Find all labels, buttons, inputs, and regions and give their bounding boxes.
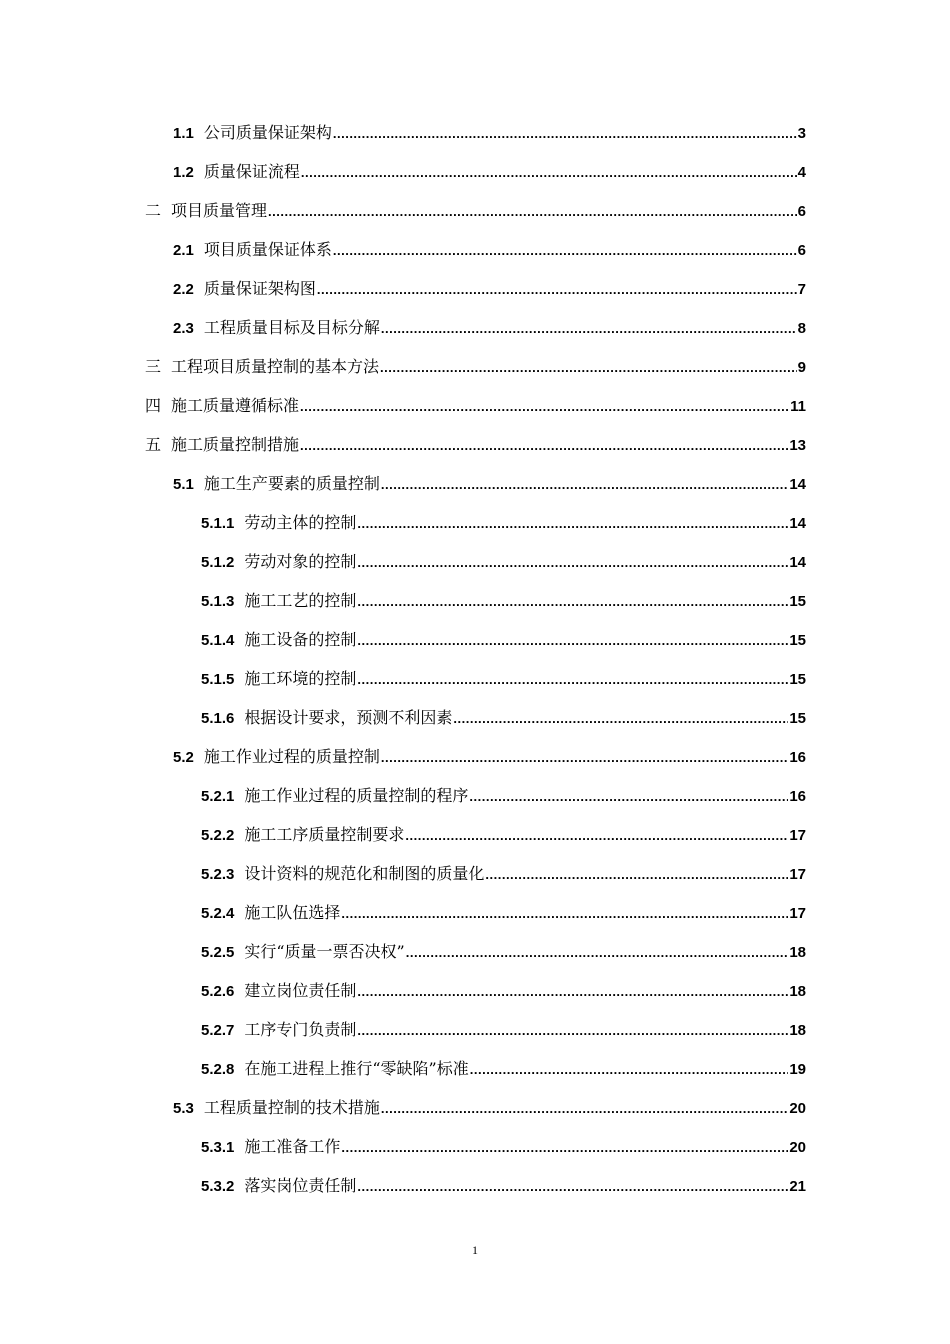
toc-entry-number: 1.1 <box>173 125 194 142</box>
toc-entry-title: 劳动主体的控制 <box>244 513 357 532</box>
toc-entry-number: 5.1.5 <box>201 671 235 688</box>
toc-entry[interactable] <box>201 1017 806 1043</box>
toc-leader-dots <box>469 784 788 810</box>
toc-leader-dots <box>301 160 797 186</box>
toc-entry-number: 5.1 <box>173 476 194 493</box>
toc-entry[interactable] <box>201 666 806 692</box>
toc-leader-dots <box>357 1018 788 1044</box>
toc-entry-number: 三 <box>145 357 162 376</box>
toc-entry-page: 16 <box>789 749 806 766</box>
toc-entry[interactable] <box>201 861 806 887</box>
toc-entry[interactable] <box>201 705 806 731</box>
toc-entry[interactable] <box>173 237 806 263</box>
toc-entry-number: 5.1.4 <box>201 632 235 649</box>
toc-entry-number: 5.2.7 <box>201 1022 235 1039</box>
toc-entry-page: 15 <box>789 671 806 688</box>
toc-entry[interactable] <box>201 1134 806 1160</box>
toc-entry-page: 20 <box>789 1139 806 1156</box>
toc-entry-number: 5.2.4 <box>201 905 235 922</box>
toc-entry-title: 设计资料的规范化和制图的质量化 <box>244 864 485 883</box>
toc-entry[interactable] <box>173 471 806 497</box>
toc-leader-dots <box>357 511 788 537</box>
toc-entry-number: 2.3 <box>173 320 194 337</box>
toc-entry-page: 11 <box>790 398 806 415</box>
toc-entry-number: 5.2 <box>173 749 194 766</box>
toc-entry-title: 施工工艺的控制 <box>244 591 357 610</box>
toc-entry[interactable] <box>201 978 806 1004</box>
toc-entry-page: 16 <box>789 788 806 805</box>
toc-entry-title: 施工环境的控制 <box>244 669 357 688</box>
toc-entry-title: 项目质量保证体系 <box>203 240 332 259</box>
toc-entry-page: 17 <box>789 905 806 922</box>
toc-entry-page: 18 <box>789 944 806 961</box>
toc-leader-dots <box>485 862 788 888</box>
toc-leader-dots <box>268 199 797 225</box>
toc-entry-page: 4 <box>797 164 806 181</box>
toc-entry-title: 项目质量管理 <box>171 201 268 220</box>
toc-entry-title: 施工作业过程的质量控制 <box>203 747 380 766</box>
toc-entry-title: 质量保证流程 <box>203 162 300 181</box>
toc-leader-dots <box>405 823 788 849</box>
toc-leader-dots <box>357 589 788 615</box>
toc-entry[interactable] <box>201 822 806 848</box>
toc-entry[interactable] <box>145 432 806 458</box>
toc-entry-page: 7 <box>797 281 806 298</box>
toc-entry[interactable] <box>145 354 806 380</box>
toc-entry-number: 5.2.5 <box>201 944 235 961</box>
toc-entry-number: 四 <box>145 396 162 415</box>
toc-leader-dots <box>453 706 788 732</box>
toc-entry-title: 施工工序质量控制要求 <box>244 825 405 844</box>
toc-entry-number: 5.2.3 <box>201 866 235 883</box>
toc-entry-page: 6 <box>797 242 806 259</box>
toc-entry-title: 工程质量控制的技术措施 <box>203 1098 380 1117</box>
toc-leader-dots <box>470 1057 789 1083</box>
toc-entry-title: 实行“质量一票否决权” <box>244 942 405 961</box>
toc-leader-dots <box>317 277 797 303</box>
toc-entry-page: 6 <box>797 203 806 220</box>
toc-entry[interactable] <box>173 276 806 302</box>
toc-entry-title: 建立岗位责任制 <box>244 981 357 1000</box>
toc-entry-title: 工程项目质量控制的基本方法 <box>171 357 380 376</box>
toc-entry-page: 15 <box>789 710 806 727</box>
toc-entry-title: 质量保证架构图 <box>203 279 316 298</box>
toc-entry-page: 15 <box>789 632 806 649</box>
toc-entry-title: 施工质量遵循标准 <box>171 396 300 415</box>
toc-entry-page: 20 <box>789 1100 806 1117</box>
toc-leader-dots <box>381 745 788 771</box>
toc-entry-number: 1.2 <box>173 164 194 181</box>
toc-leader-dots <box>357 979 788 1005</box>
toc-entry[interactable] <box>173 120 806 146</box>
toc-entry-title: 工序专门负责制 <box>244 1020 357 1039</box>
toc-entry-number: 五 <box>145 435 162 454</box>
toc-entry-number: 5.1.3 <box>201 593 235 610</box>
toc-entry-title: 施工准备工作 <box>244 1137 341 1156</box>
toc-entry[interactable] <box>173 744 806 770</box>
toc-leader-dots <box>380 355 797 381</box>
toc-entry-page: 14 <box>789 515 806 532</box>
toc-entry[interactable] <box>201 900 806 926</box>
toc-leader-dots <box>300 394 789 420</box>
toc-entry-title: 在施工进程上推行“零缺陷”标准 <box>244 1059 469 1078</box>
toc-entry[interactable] <box>201 939 806 965</box>
toc-entry-number: 5.2.2 <box>201 827 235 844</box>
toc-entry-number: 5.2.1 <box>201 788 235 805</box>
toc-entry-title: 工程质量目标及目标分解 <box>203 318 380 337</box>
toc-entry-page: 15 <box>789 593 806 610</box>
toc-entry[interactable] <box>201 783 806 809</box>
toc-leader-dots <box>341 1135 788 1161</box>
toc-entry[interactable] <box>201 510 806 536</box>
toc-leader-dots <box>357 667 788 693</box>
toc-leader-dots <box>333 121 797 147</box>
toc-entry-number: 5.3.1 <box>201 1139 235 1156</box>
toc-entry[interactable] <box>145 198 806 224</box>
page-number: 1 <box>472 1243 478 1257</box>
toc-entry[interactable] <box>201 588 806 614</box>
toc-entry-title: 施工设备的控制 <box>244 630 357 649</box>
toc-entry-number: 5.3.2 <box>201 1178 235 1195</box>
toc-entry-page: 3 <box>797 125 806 142</box>
toc-entry-number: 二 <box>145 201 162 220</box>
toc-leader-dots <box>381 316 797 342</box>
toc-entry-page: 17 <box>789 866 806 883</box>
toc-entry-page: 21 <box>789 1178 806 1195</box>
toc-leader-dots <box>381 1096 788 1122</box>
toc-entry-title: 施工队伍选择 <box>244 903 341 922</box>
toc-leader-dots <box>300 433 788 459</box>
toc-entry-page: 9 <box>797 359 806 376</box>
toc-entry-page: 18 <box>789 1022 806 1039</box>
toc-entry[interactable] <box>173 1095 806 1121</box>
toc-entry-title: 劳动对象的控制 <box>244 552 357 571</box>
toc-entry-title: 公司质量保证架构 <box>203 123 332 142</box>
toc-entry-page: 19 <box>789 1061 806 1078</box>
toc-leader-dots <box>333 238 797 264</box>
toc-entry-page: 18 <box>789 983 806 1000</box>
toc-entry-page: 14 <box>789 476 806 493</box>
toc-entry[interactable] <box>173 159 806 185</box>
toc-entry-page: 14 <box>789 554 806 571</box>
toc-entry-number: 5.2.6 <box>201 983 235 1000</box>
toc-entry-number: 5.3 <box>173 1100 194 1117</box>
toc-entry[interactable] <box>201 627 806 653</box>
toc-entry-title: 施工质量控制措施 <box>171 435 300 454</box>
toc-entry[interactable] <box>145 393 806 419</box>
toc-entry[interactable] <box>201 549 806 575</box>
toc-leader-dots <box>357 1174 788 1200</box>
toc-entry-title: 施工作业过程的质量控制的程序 <box>244 786 469 805</box>
toc-entry-title: 落实岗位责任制 <box>244 1176 357 1195</box>
toc-entry[interactable] <box>201 1056 806 1082</box>
toc-entry-number: 2.1 <box>173 242 194 259</box>
toc-entry-number: 5.2.8 <box>201 1061 235 1078</box>
toc-entry-number: 5.1.1 <box>201 515 235 532</box>
toc-entry-number: 2.2 <box>173 281 194 298</box>
toc-entry-page: 17 <box>789 827 806 844</box>
toc-leader-dots <box>406 940 789 966</box>
toc-entry[interactable] <box>173 315 806 341</box>
toc-entry-title: 施工生产要素的质量控制 <box>203 474 380 493</box>
toc-leader-dots <box>381 472 788 498</box>
toc-entry-title: 根据设计要求，预测不利因素 <box>244 708 453 727</box>
toc-leader-dots <box>357 628 788 654</box>
toc-entry-page: 13 <box>789 437 806 454</box>
toc-leader-dots <box>341 901 788 927</box>
toc-entry[interactable] <box>201 1173 806 1199</box>
toc-entry-page: 8 <box>797 320 806 337</box>
toc-leader-dots <box>357 550 788 576</box>
toc-entry-number: 5.1.2 <box>201 554 235 571</box>
toc-entry-number: 5.1.6 <box>201 710 235 727</box>
